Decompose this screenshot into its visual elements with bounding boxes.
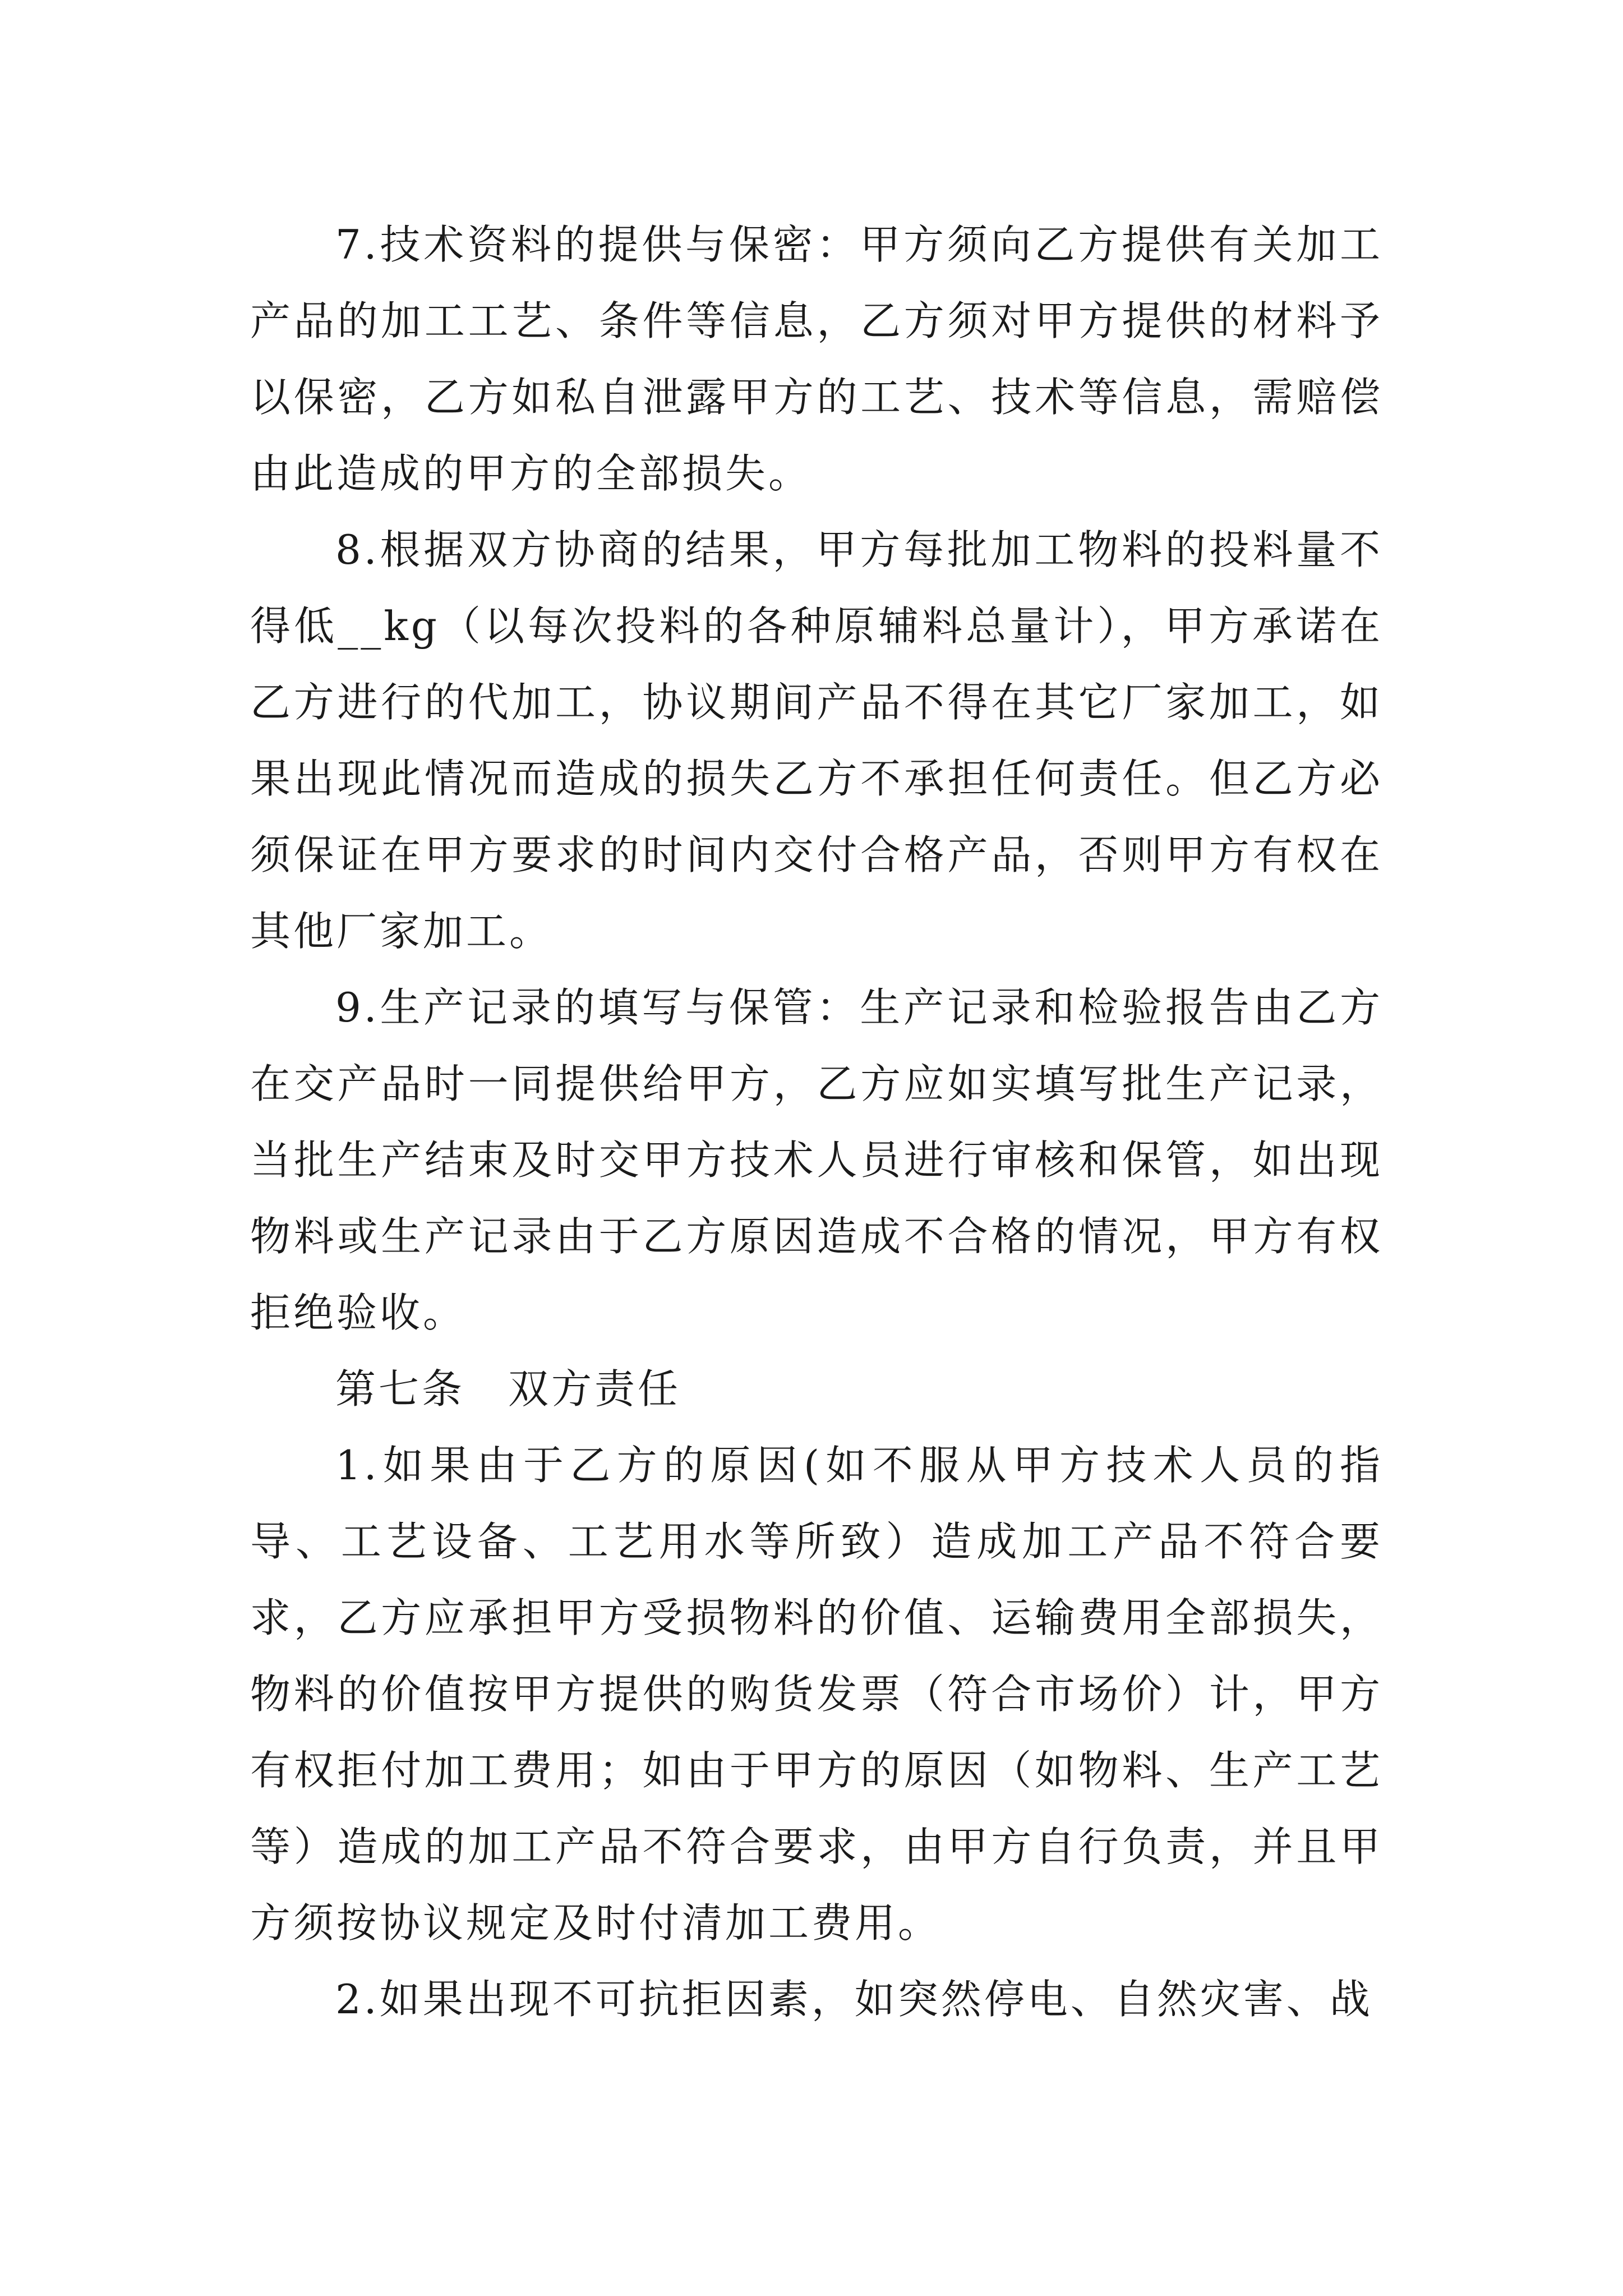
clause-8-minimum-batch: 8.根据双方协商的结果，甲方每批加工物料的投料量不得低__kg（以每次投料的各种原辅料总量计），甲方承诺在乙方进行的代加工，协议期间产品不得在其它厂家加工，如果出现此情况而造成的损失乙方不承担任何责任。但乙方必须保证在甲方要求的时间内交付合格产品，否则甲方有权在其他厂家加工。 (250, 526, 1383, 955)
article-7-heading: 第七条 双方责任 (335, 1365, 681, 1412)
clause-9-production-records: 9.生产记录的填写与保管：生产记录和检验报告由乙方在交产品时一同提供给甲方，乙方应如实填写批生产记录，当批生产结束及时交甲方技术人员进行审核和保管，如出现物料或生产记录由于乙方原因造成不合格的情况，甲方有权拒绝验收。 (250, 984, 1383, 1336)
responsibility-clause-1: 1.如果由于乙方的原因(如不服从甲方技术人员的指导、工艺设备、工艺用水等所致）造成加工产品不符合要求，乙方应承担甲方受损物料的价值、运输费用全部损失，物料的价值按甲方提供的购货发票（符合市场价）计，甲方有权拒付加工费用；如由于甲方的原因（如物料、生产工艺等）造成的加工产品不符合要求，由甲方自行负责，并且甲方须按协议规定及时付清加工费用。 (250, 1442, 1383, 1947)
clause-7-technical-data: 7.技术资料的提供与保密：甲方须向乙方提供有关加工产品的加工工艺、条件等信息，乙方须对甲方提供的材料予以保密，乙方如私自泄露甲方的工艺、技术等信息，需赔偿由此造成的甲方的全部损失。 (250, 221, 1383, 497)
document-body (250, 206, 1383, 2037)
responsibility-clause-2: 2.如果出现不可抗拒因素，如突然停电、自然灾害、战 (335, 1976, 1373, 2023)
